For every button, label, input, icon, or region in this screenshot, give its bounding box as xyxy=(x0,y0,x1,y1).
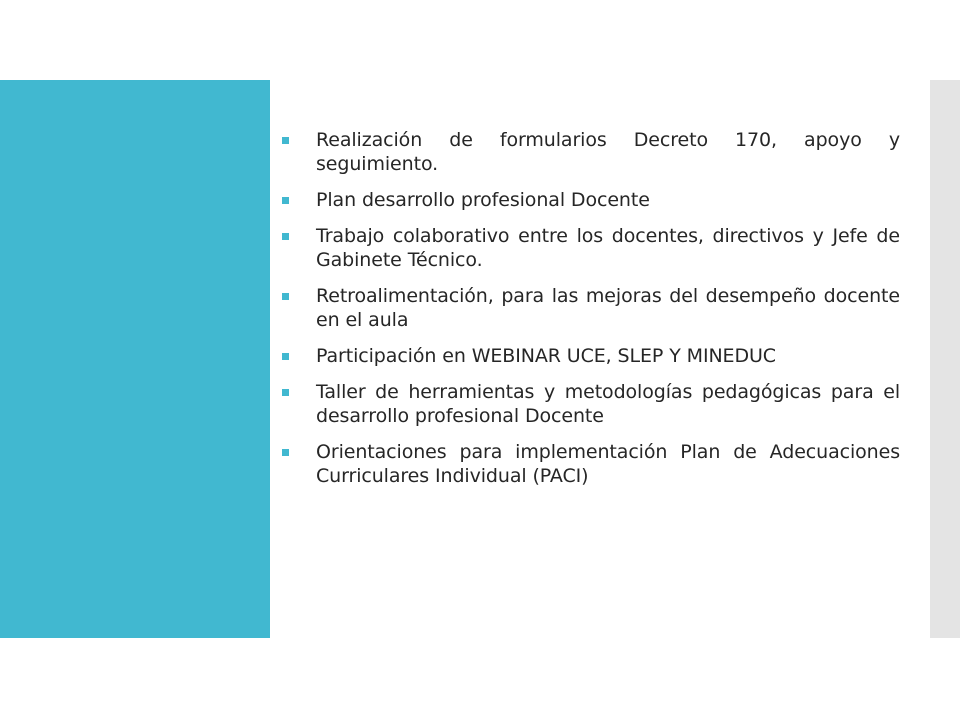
side-bar xyxy=(930,80,960,638)
accent-panel xyxy=(0,80,270,638)
bullet-item xyxy=(282,284,900,332)
bullet-text: Orientaciones para implementación Plan de Adecuaciones Curriculares Individual (PACI) xyxy=(316,441,900,487)
square-bullet-icon xyxy=(282,137,289,144)
bullet-text: Taller de herramientas y metodologías pedagógicas para el desarrollo profesional Docente xyxy=(316,381,900,427)
square-bullet-icon xyxy=(282,449,289,456)
bullet-item xyxy=(282,188,900,212)
bullet-text: Trabajo colaborativo entre los docentes, directivos y Jefe de Gabinete Técnico. xyxy=(316,225,900,271)
square-bullet-icon xyxy=(282,293,289,300)
bullet-text: Retroalimentación, para las mejoras del desempeño docente en el aula xyxy=(316,285,900,331)
bullet-item xyxy=(282,380,900,428)
bullet-item xyxy=(282,440,900,488)
square-bullet-icon xyxy=(282,233,289,240)
square-bullet-icon xyxy=(282,353,289,360)
bullet-list xyxy=(282,128,900,500)
bullet-text: Realización de formularios Decreto 170, apoyo y seguimiento. xyxy=(316,129,900,175)
square-bullet-icon xyxy=(282,389,289,396)
bullet-item xyxy=(282,128,900,176)
bullet-text: Plan desarrollo profesional Docente xyxy=(316,189,650,211)
bullet-item xyxy=(282,224,900,272)
square-bullet-icon xyxy=(282,197,289,204)
bullet-text: Participación en WEBINAR UCE, SLEP Y MINEDUC xyxy=(316,345,776,367)
bullet-item xyxy=(282,344,900,368)
